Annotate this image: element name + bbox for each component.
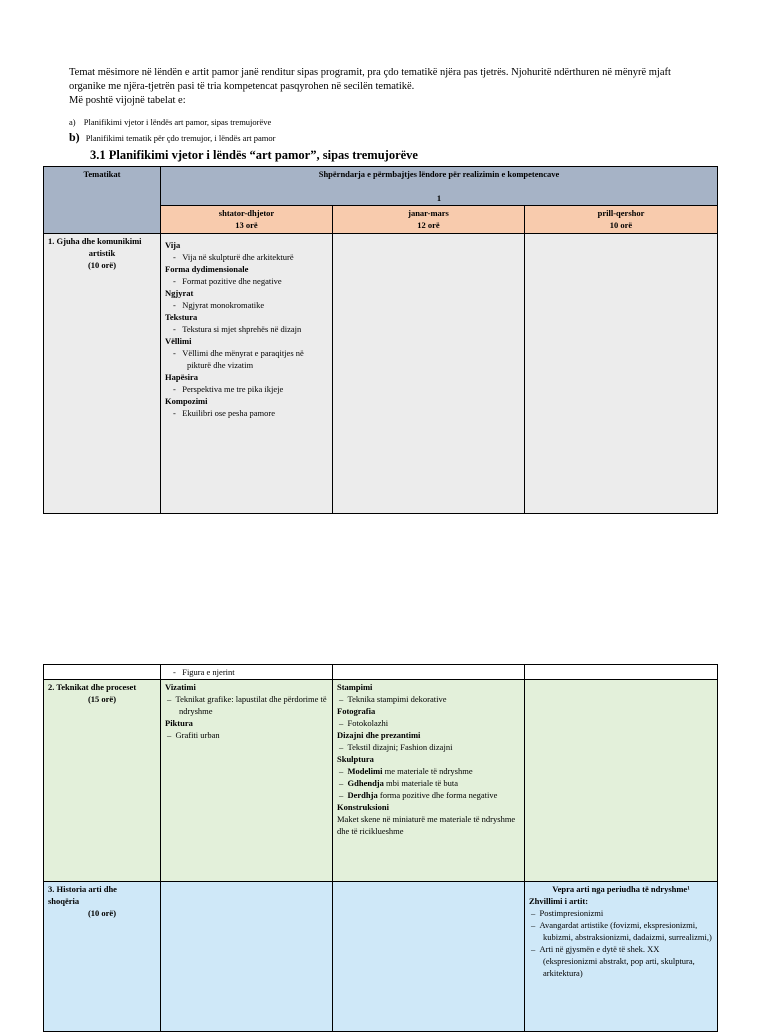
list-item: - Vija në skulpturë dhe arkitekturë	[173, 252, 294, 262]
topic-stampimi: Stampimi	[337, 682, 373, 692]
list-item: – Postimpresionizmi	[531, 908, 604, 918]
theme-3-term-3	[525, 882, 718, 1032]
theme-3-term-2	[333, 882, 525, 1032]
theme-2-term-2	[333, 680, 525, 882]
cont-theme-cell	[44, 665, 161, 680]
konstruksioni-text: Maket skene në miniaturë me materiale të ndryshme dhe të riciklueshme	[337, 814, 516, 836]
theme-3-cell	[44, 882, 161, 1032]
topic-hapesira: Hapësira	[165, 372, 199, 382]
theme-2-hours: (15 orë)	[87, 694, 117, 704]
topic-ngjyrat: Ngjyrat	[165, 288, 194, 298]
list-marker-a: a)	[69, 117, 76, 127]
theme-1-hours: (10 orë)	[87, 260, 117, 270]
theme-3-term-1	[161, 882, 333, 1032]
list-item: – Derdhja forma pozitive dhe forma negative	[339, 790, 498, 800]
section-heading: 3.1 Planifikimi vjetor i lëndës “art pamor”, sipas tremujorëve	[90, 148, 418, 162]
list-text-b: Planifikimi tematik për çdo tremujor, i lëndës art pamor	[85, 133, 276, 143]
intro-list-lead: Më poshtë vijojnë tabelat e:	[69, 95, 186, 106]
term-2-name: janar-mars	[408, 208, 449, 218]
intro-text	[69, 66, 689, 108]
list-item: – Gdhendja mbi materiale të buta	[339, 778, 458, 788]
theme-3-title-cont: shoqëria	[48, 896, 80, 906]
theme-2-term-3	[525, 680, 718, 882]
topic-zhvillimi: Zhvillimi i artit:	[529, 896, 589, 906]
theme-1-term-2	[333, 234, 525, 514]
cont-term-2	[333, 665, 525, 680]
topic-dizajni: Dizajni dhe prezantimi	[337, 730, 421, 740]
list-item: – Fotokolazhi	[339, 718, 389, 728]
list-item: - Figura e njerint	[173, 667, 235, 677]
theme-1-title: 1. Gjuha dhe komunikimi	[48, 236, 142, 246]
list-item: – Teknika stampimi dekorative	[339, 694, 447, 704]
annual-plan-table-continued	[43, 664, 718, 1032]
topic-forma: Forma dydimensionale	[165, 264, 249, 274]
term-3	[525, 206, 718, 234]
topic-skulptura: Skulptura	[337, 754, 374, 764]
topic-vizatimi: Vizatimi	[165, 682, 196, 692]
topic-vellimi: Vëllimi	[165, 336, 192, 346]
cont-term-1	[161, 665, 333, 680]
theme-2-term-1	[161, 680, 333, 882]
list-item: – Arti në gjysmën e dytë të shek. XX (ekspresionizmi abstrakt, pop arti, skulptura, arkitektura)	[531, 944, 695, 978]
list-item: - Ngjyrat monokromatike	[173, 300, 265, 310]
term-3-name: prill-qershor	[597, 208, 645, 218]
list-item: – Modelimi me materiale të ndryshme	[339, 766, 473, 776]
theme-2-title: 2. Teknikat dhe proceset	[48, 682, 137, 692]
list-item: – Tekstil dizajni; Fashion dizajni	[339, 742, 453, 752]
theme-1-title-cont: artistik	[88, 248, 116, 258]
list-item: - Tekstura si mjet shprehës në dizajn	[173, 324, 302, 334]
term-1-name: shtator-dhjetor	[218, 208, 275, 218]
list-item: – Grafiti urban	[167, 730, 220, 740]
header-themes: Tematikat	[44, 167, 161, 234]
topic-konstruksioni: Konstruksioni	[337, 802, 389, 812]
term-1	[161, 206, 333, 234]
header-distribution-text: Shpërndarja e përmbajtjes lëndore për realizimin e kompetencave	[318, 169, 560, 179]
annual-plan-table	[43, 166, 718, 514]
list-item-b	[69, 131, 275, 144]
term-2-hours: 12 orë	[417, 220, 440, 230]
topic-fotografia: Fotografia	[337, 706, 376, 716]
theme-3-hours: (10 orë)	[87, 908, 117, 918]
theme-1-cell	[44, 234, 161, 514]
list-item: – Teknikat grafike: lapustilat dhe përdorime të ndryshme	[167, 694, 327, 716]
list-item: - Format pozitive dhe negative	[173, 276, 282, 286]
list-marker-b: b)	[69, 130, 80, 144]
topic-piktura: Piktura	[165, 718, 193, 728]
list-item-a	[69, 116, 271, 128]
topic-vija: Vija	[165, 240, 181, 250]
theme-1-term-3	[525, 234, 718, 514]
topic-tekstura: Tekstura	[165, 312, 198, 322]
theme-1-term-1	[161, 234, 333, 514]
theme-2-cell	[44, 680, 161, 882]
header-distribution	[161, 167, 718, 206]
header-distribution-number: 1	[436, 193, 442, 203]
topic-vepra: Vepra arti nga periudha të ndryshme¹	[552, 884, 690, 894]
theme-3-title: 3. Historia arti dhe	[48, 884, 117, 894]
term-2	[333, 206, 525, 234]
topic-kompozimi: Kompozimi	[165, 396, 208, 406]
term-1-hours: 13 orë	[235, 220, 258, 230]
list-item: - Perspektiva me tre pika ikjeje	[173, 384, 284, 394]
list-item: – Avangardat artistike (fovizmi, ekspresionizmi, kubizmi, abstraksionizmi, dadaizmi, surrealizmi,)	[531, 920, 712, 942]
term-3-hours: 10 orë	[609, 220, 633, 230]
list-text-a: Planifikimi vjetor i lëndës art pamor, sipas tremujorëve	[83, 117, 272, 127]
intro-paragraph: Temat mësimore në lëndën e artit pamor janë renditur sipas programit, pra çdo tematikë njëra pas tjetrës. Njohuritë ndërthuren në mënyrë mjaft organike me njëra-tjetrën pasi të tria kompetencat pasqyrohen në secilën tematikë.	[69, 67, 671, 92]
list-item: - Ekuilibri ose pesha pamore	[173, 408, 275, 418]
list-item: - Vëllimi dhe mënyrat e paraqitjes në pikturë dhe vizatim	[173, 348, 304, 370]
cont-term-3	[525, 665, 718, 680]
